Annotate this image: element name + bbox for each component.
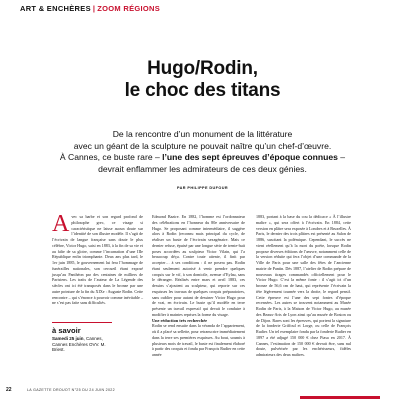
footer-accent-bar [300,396,380,399]
info-box-date: Samedi 25 juin [52,336,84,341]
subsection-label: ZOOM RÉGIONS [97,4,161,13]
article-title [0,58,405,102]
page-number: 22 [6,387,12,393]
dek-line-4: devrait enflammer les admirateurs de ces deux génies. [98,163,307,174]
dek-line-1: De la rencontre d’un monument de la littérature [112,129,293,139]
title-line-1: Hugo/Rodin, [147,58,258,79]
body-column-2-paragraph-1: Edmond Bazire. En 1882, l’homme est l’ordonnateur des célébrations en l’honneur du 80e anniversaire de Hugo. Se proposant comme intermédiaire, il suggère alors à Rodin (reconnu mais principal du cycle, de réaliser un buste de l’écrivain sexagénaire. Mais ce dernier refuse, épuisé par une longue série de trente-huit poses accordées au sculpteur Victor Vilain, qui l’a beaucoup déçu. Contre toute attente, il finit par accepter… à ses conditions : il ne posera pas. Rodin étant seulement autorisé à venir prendre quelques croquis sur le vif, à son domicile, avenue d’Eylau, sans le déranger. Réalisés entre mars et avril 1883, ces dessins s’ajoutent au sculpteur, qui reporte sur ces esquisses les travaux de quelques croquis préparatoires, sans oublier pour autant de dessiner Victor Hugo pour de vrai, en écrivain. Le buste qu’il modèle en terre présente un travail expressif qui devait le conduire à modifier à maintes reprises la forme du visage. [152,214,245,317]
body-column-2-paragraph-2: Rodin se rend ensuite dans la véranda de l’appartement, où il a placé sa sellette, pour retranscrire immédiatement dans la terre ses premières esquisses. Au bout, soumis à plusieurs mois de travail, le buste est finalement élaboré à partir des croquis et fondu par François Rudier en cette année [152,323,245,357]
dek-line-3-end: – [337,152,346,162]
dek-line-3 [44,152,361,164]
dek-line-2: avec un géant de la sculpture ne pouvait naître qu’un chef-d’œuvre. [73,140,332,151]
info-box-text [52,336,112,353]
info-box-details: , Cannes, Cannes Enchères OVV. M. Briest. [52,336,106,353]
body-column-3 [256,214,351,358]
drop-cap: A [52,211,70,237]
body-column-3-text: 1883, portant à la base du cou la dédicace « À l’illustre maître », qui sera offert à l’écrivain. En 1884, cette version en plâtre sera exposée à Londres et à Bruxelles. À Paris, le dernier des trois plâtres est présenté au Salon de 1886, suscitant la polémique. Cependant, le succès ne vient réellement qu’à la mort du poète, lorsque Rodin propose diverses éditions de l’œuvre, notamment celle de la version réduite qui fera l’objet d’une commande de la Ville de Paris pour une salle des fêtes de l’ancienne mairie de Pantin. Dès 1887, l’atelier de Rodin prépare de nouveaux tirages commandés officiellement pour le Victor Hugo. C’est la même fonte : il s’agit ici d’un bronze de 56,6 cm de haut, qui représente l’écrivain la tête légèrement tournée vers la droite, le regard pensif. Cette épreuve est l’une des sept fontes d’époque recensées. Les autres se trouvent notamment au Musée Rodin de Paris, à la Maison de Victor Hugo, au musée des Beaux-Arts de Lyon ainsi qu’au musée de Boston ou de Dijon. Rares sont les épreuves, qui portent la signature de la fonderie Griffoul et Lorge, ou celle de François Rudier. Un tel exemplaire fondu par la fonderie Rudier en 1897 a été adjugé 150 000 € chez Piasa en 2017. À Cannes, l’estimation de 150 000 € devrait être, sans nul doute, pulvérisée par les enchérisseurs, fidèles admirateurs des deux maîtres. [256,214,351,357]
article-dek [44,129,361,175]
title-line-2: le choc des titans [124,80,281,101]
dek-line-3-bold: l’une des sept épreuves d’époque connues [162,152,338,162]
body-subhead: Une réduction très recherchée [152,317,208,323]
body-column-2 [152,214,245,358]
byline: PAR PHILIPPE DUFOUR [177,186,228,190]
section-label: ART & ENCHÈRES [20,4,91,13]
section-header [20,4,160,13]
body-column-1-text: vec sa barbe et son regard profond de philosophe grec, ce visage si caractéristique ne laisse aucun doute sur l’identité de son illustre modèle. Il s’agit de l’écrivain de langue française sans doute le plus célèbre, Victor Hugo, saisi en 1883, à la fin de sa vie et au faîte de sa gloire, comme l’incarnation d’une IIIe République enfin triomphante. Deux ans plus tard, le 1er juin 1885, le gouvernement lui fera l’hommage de funérailles nationales, son cercueil étant exposé jusqu’au Panthéon par des centaines de milliers de Parisiens. Les traits de l’auteur de La Légende des siècles ont ici été transposés dans le bronze par une autre pointure de la fin du XIXe : Auguste Rodin. Cette rencontre – qui s’énonce à pouvoir comme inévitable – ne s’est pas faite sans difficultés. [52,214,143,306]
info-box-rule [52,322,112,323]
section-separator: | [92,4,96,13]
publication-footer: LA GAZETTE DROUOT N°25 DU 24 JUIN 2022 [27,388,115,392]
body-column-1 [52,211,143,306]
info-box [52,322,112,353]
info-box-title: à savoir [52,326,81,335]
dek-line-3-plain: À Cannes, ce buste rare – [59,152,163,162]
